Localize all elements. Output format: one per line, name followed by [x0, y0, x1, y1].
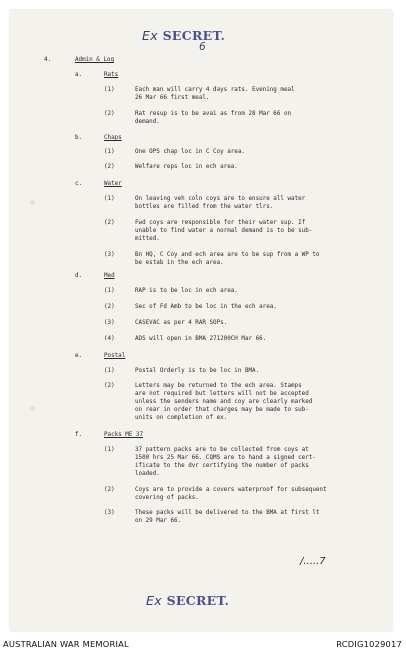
item-text-line: are not required but letters will not be accepted: [135, 390, 309, 397]
continuation-mark: /.....7: [300, 556, 326, 567]
item-text-line: Coys are to provide a covers waterproof for subsequent: [135, 487, 327, 493]
item-text-line: bottles are filled from the water tlrs.: [135, 203, 274, 210]
secret-stamp-bottom: [146, 593, 229, 608]
item-number: (1): [104, 87, 115, 93]
stamp-prefix: Ex: [146, 593, 162, 608]
item-text-line: These packs will be delivered to the BMA at first lt: [135, 510, 320, 516]
subsection-letter: a.: [75, 72, 83, 78]
section-number: 4.: [44, 57, 52, 63]
punch-hole: [30, 200, 35, 205]
stamp-prefix: Ex: [142, 28, 158, 43]
item-text-line: ADS will open in BMA 271200CH Mar 66.: [135, 336, 267, 342]
item-number: (1): [104, 288, 115, 294]
item-text-line: RAP is to be loc in ech area.: [135, 288, 238, 294]
item-number: (2): [104, 304, 115, 310]
item-number: (1): [104, 368, 115, 374]
item-number: (3): [104, 510, 115, 516]
item-text-line: Letters may be returned to the ech area. Stamps: [135, 383, 302, 389]
subsection-letter: e.: [75, 353, 83, 359]
subsection-title: Water: [104, 181, 122, 187]
item-number: (1): [104, 149, 115, 155]
footer-right: RCDIG1029017: [336, 639, 402, 649]
item-text-line: Each man will carry 4 days rats. Evening meal: [135, 87, 295, 93]
item-text-line: loaded.: [135, 470, 160, 477]
footer-left: AUSTRALIAN WAR MEMORIAL: [3, 639, 129, 649]
item-text-line: On leaving veh coln coys are to ensure all water: [135, 196, 306, 202]
item-text-line: One OPS chap loc in C Coy area.: [135, 149, 245, 155]
item-number: (2): [104, 164, 115, 170]
subsection-letter: f.: [75, 432, 83, 438]
stamp-word: SECRET.: [162, 28, 226, 43]
item-text-line: units on completion of ex.: [135, 414, 228, 421]
item-text-line: on rear in order that charges may be made to sub-: [135, 406, 309, 413]
item-number: (1): [104, 447, 115, 453]
item-number: (1): [104, 196, 115, 202]
subsection-letter: c.: [75, 181, 83, 187]
item-text-line: 1500 hrs 25 Mar 66. CQMS are to hand a signed cert-: [135, 454, 316, 461]
subsection-title: Med: [104, 273, 115, 279]
subsection-title: Rats: [104, 72, 119, 78]
item-text-line: mitted.: [135, 235, 160, 242]
subsection-letter: d.: [75, 273, 83, 279]
item-text-line: Fwd coys are responsible for their water sup. If: [135, 220, 306, 226]
item-number: (2): [104, 487, 115, 493]
punch-hole: [30, 406, 35, 411]
subsection-letter: b.: [75, 135, 83, 141]
section-title: Admin & Log: [75, 57, 115, 63]
item-text-line: Welfare reps loc in ech area.: [135, 164, 238, 170]
item-text-line: Bn HQ, C Coy and ech area are to be sup from a WP to: [135, 252, 320, 258]
subsection-title: Chaps: [104, 135, 122, 141]
subsection-title: Postal: [104, 353, 126, 359]
item-text-line: Rat resup is to be avai as from 28 Mar 66 on: [135, 111, 292, 117]
secret-stamp-top: [142, 28, 225, 43]
page-number-mark: 6: [199, 41, 206, 53]
item-number: (2): [104, 220, 115, 226]
item-number: (2): [104, 111, 115, 117]
item-number: (3): [104, 320, 115, 326]
item-text-line: ificate to the dvr certifying the number of packs: [135, 462, 309, 469]
item-text-line: Sec of Fd Amb to be loc in the ech area.: [135, 304, 277, 310]
item-number: (3): [104, 252, 115, 258]
item-text-line: be estab in the ech area.: [135, 259, 224, 266]
item-text-line: covering of packs.: [135, 494, 199, 501]
page-number: [199, 41, 206, 53]
item-text-line: Postal Orderly is to be loc in BMA.: [135, 368, 260, 374]
item-text-line: unable to find water a normal demand is to be sub-: [135, 227, 313, 234]
subsection-title: Packs ME 37: [104, 432, 144, 438]
item-text-line: demand.: [135, 118, 160, 125]
stamp-word: SECRET.: [166, 593, 230, 608]
item-text-line: on 29 Mar 66.: [135, 517, 182, 524]
item-text-line: CASEVAC as per 4 RAR SOPs.: [135, 320, 228, 326]
item-number: (2): [104, 383, 115, 389]
item-text-line: 26 Mar 66 first meal.: [135, 94, 210, 101]
item-text-line: unless the senders name and coy are clearly marked: [135, 398, 313, 405]
item-number: (4): [104, 336, 115, 342]
item-text-line: 37 pattern packs are to be collected from coys at: [135, 447, 309, 453]
